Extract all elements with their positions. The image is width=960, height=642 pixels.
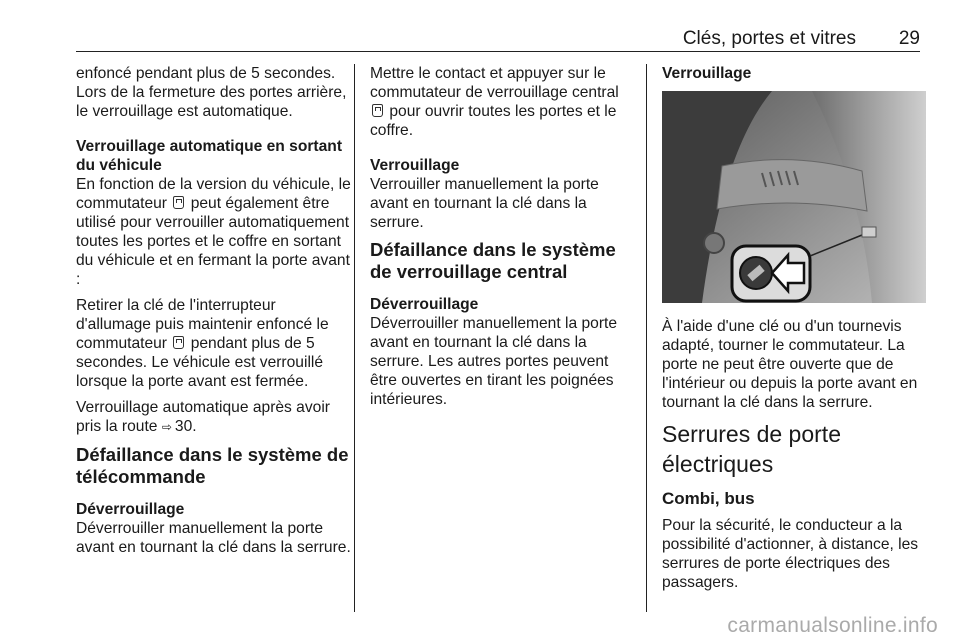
paragraph: Déverrouiller manuellement la porte avant en tournant la clé dans la serrure.	[76, 520, 351, 556]
page-header	[76, 22, 920, 52]
chapter-heading: Serrures de porte électriques	[662, 421, 841, 477]
lock-switch-icon	[173, 196, 184, 209]
column-divider-2	[646, 64, 647, 612]
page-title: Clés, portes et vitres	[682, 28, 856, 49]
subheading-lock: Verrouillage	[370, 157, 460, 174]
paragraph: Verrouiller manuellement la porte avant en tournant la clé dans la serrure.	[370, 176, 599, 231]
subheading-unlock: Déverrouillage	[76, 501, 185, 518]
paragraph: enfoncé pendant plus de 5 secondes. Lors de la fermeture des portes arrière, le verrouillage est automatique.	[76, 65, 347, 120]
paragraph: À l'aide d'une clé ou d'un tournevis adapté, tourner le commutateur. La porte ne peut être ouverte que de l'intérieur ou depuis la porte avant en tournant la clé dans la serrure.	[662, 318, 918, 411]
door-lock-photo	[662, 91, 926, 303]
page-reference-arrow-icon: ⇨	[161, 420, 172, 434]
paragraph: Verrouillage automatique après avoir pris la route ⇨ 30.	[76, 399, 330, 435]
page-reference[interactable]: 30.	[174, 418, 197, 435]
subheading-unlock: Déverrouillage	[370, 296, 479, 313]
paragraph: Mettre le contact et appuyer sur le commutateur de verrouillage central pour ouvrir toutes les portes et le coffre.	[370, 65, 619, 139]
page-number: 29	[898, 28, 920, 49]
watermark-text: carmanualsonline.info	[727, 614, 938, 637]
column-1	[76, 64, 352, 564]
column-2	[370, 64, 632, 416]
paragraph: Pour la sécurité, le conducteur a la possibilité d'actionner, à distance, les serrures de porte électriques des passagers.	[662, 517, 919, 591]
lock-switch-icon	[173, 336, 184, 349]
column-divider-1	[354, 64, 355, 612]
section-heading: Défaillance dans le système de verrouillage central	[370, 239, 616, 282]
section-heading: Défaillance dans le système de télécommande	[76, 444, 349, 487]
header-rule	[76, 51, 920, 52]
central-lock-switch-icon	[372, 104, 383, 117]
paragraph: Déverrouiller manuellement la porte avant en tournant la clé dans la serrure. Les autres portes peuvent être ouvertes en tirant les poignées intérieures.	[370, 315, 618, 408]
paragraph: Retirer la clé de l'interrupteur d'allumage puis maintenir enfoncé le commutateur pendant plus de 5 secondes. Le véhicule est verrouillé lorsque la porte avant est fermée.	[76, 297, 329, 390]
column-3	[662, 64, 926, 599]
subheading-auto-lock: Verrouillage automatique en sortant du véhicule	[76, 138, 343, 174]
subheading-lock: Verrouillage	[662, 65, 752, 82]
paragraph: En fonction de la version du véhicule, le commutateur peut également être utilisé pour verrouiller automatiquement toutes les portes et le coffre en sortant du véhicule et en fermant la porte avant :	[76, 176, 351, 288]
subsection-heading: Combi, bus	[662, 489, 755, 508]
